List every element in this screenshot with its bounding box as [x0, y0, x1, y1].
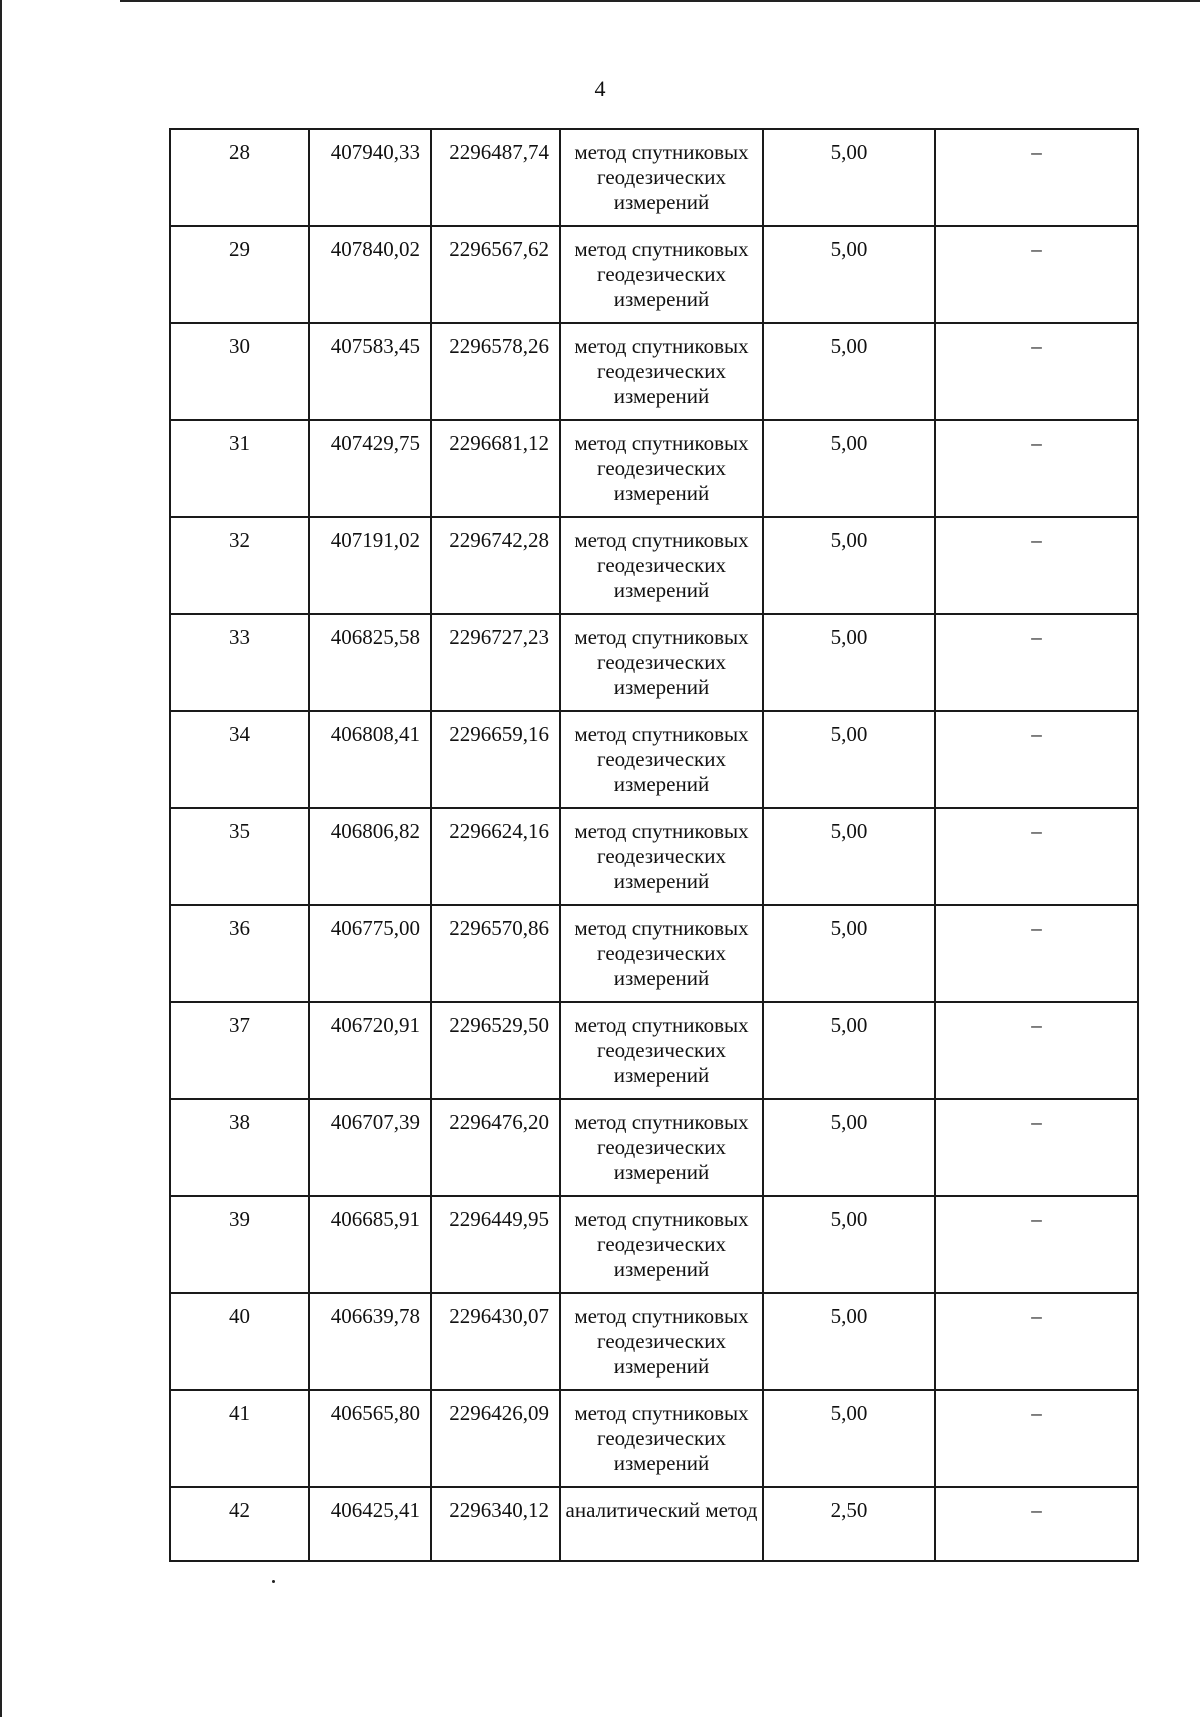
- y-coordinate-cell: 2296426,09: [431, 1390, 560, 1487]
- table-row: [170, 323, 1138, 420]
- y-coordinate-cell: 2296487,74: [431, 129, 560, 226]
- x-coordinate-cell: 407429,75: [309, 420, 431, 517]
- method-cell: метод спутниковых геодезических измерений: [560, 1293, 763, 1390]
- method-cell: метод спутниковых геодезических измерений: [560, 1099, 763, 1196]
- table-row: [170, 1293, 1138, 1390]
- table-row: [170, 517, 1138, 614]
- description-cell: –: [935, 808, 1138, 905]
- point-number-cell: 28: [170, 129, 309, 226]
- point-number-cell: 32: [170, 517, 309, 614]
- description-cell: –: [935, 1390, 1138, 1487]
- accuracy-cell: 5,00: [763, 1196, 935, 1293]
- table-row: [170, 711, 1138, 808]
- accuracy-cell: 5,00: [763, 420, 935, 517]
- point-number-cell: 36: [170, 905, 309, 1002]
- method-cell: метод спутниковых геодезических измерений: [560, 323, 763, 420]
- y-coordinate-cell: 2296570,86: [431, 905, 560, 1002]
- x-coordinate-cell: 406775,00: [309, 905, 431, 1002]
- x-coordinate-cell: 406565,80: [309, 1390, 431, 1487]
- y-coordinate-cell: 2296567,62: [431, 226, 560, 323]
- accuracy-cell: 5,00: [763, 905, 935, 1002]
- y-coordinate-cell: 2296340,12: [431, 1487, 560, 1561]
- accuracy-cell: 5,00: [763, 517, 935, 614]
- accuracy-cell: 5,00: [763, 808, 935, 905]
- x-coordinate-cell: 406806,82: [309, 808, 431, 905]
- y-coordinate-cell: 2296578,26: [431, 323, 560, 420]
- point-number-cell: 29: [170, 226, 309, 323]
- accuracy-cell: 2,50: [763, 1487, 935, 1561]
- description-cell: –: [935, 226, 1138, 323]
- scan-artifact-dot: [272, 1580, 275, 1583]
- y-coordinate-cell: 2296742,28: [431, 517, 560, 614]
- x-coordinate-cell: 406808,41: [309, 711, 431, 808]
- description-cell: –: [935, 1196, 1138, 1293]
- x-coordinate-cell: 407191,02: [309, 517, 431, 614]
- y-coordinate-cell: 2296476,20: [431, 1099, 560, 1196]
- point-number-cell: 41: [170, 1390, 309, 1487]
- table-row: [170, 808, 1138, 905]
- table-row: [170, 614, 1138, 711]
- method-cell: метод спутниковых геодезических измерений: [560, 517, 763, 614]
- method-cell: аналитический метод: [560, 1487, 763, 1561]
- point-number-cell: 34: [170, 711, 309, 808]
- table-row: [170, 1002, 1138, 1099]
- method-cell: метод спутниковых геодезических измерений: [560, 129, 763, 226]
- point-number-cell: 33: [170, 614, 309, 711]
- table-row: [170, 226, 1138, 323]
- coordinates-table-body: [170, 129, 1138, 1561]
- scan-edge-left: [0, 0, 2, 1717]
- point-number-cell: 31: [170, 420, 309, 517]
- scan-edge-top: [120, 0, 1200, 2]
- description-cell: –: [935, 905, 1138, 1002]
- coordinates-table: [169, 128, 1139, 1562]
- method-cell: метод спутниковых геодезических измерений: [560, 420, 763, 517]
- method-cell: метод спутниковых геодезических измерений: [560, 226, 763, 323]
- description-cell: –: [935, 1487, 1138, 1561]
- y-coordinate-cell: 2296681,12: [431, 420, 560, 517]
- x-coordinate-cell: 406720,91: [309, 1002, 431, 1099]
- x-coordinate-cell: 406639,78: [309, 1293, 431, 1390]
- point-number-cell: 35: [170, 808, 309, 905]
- table-row: [170, 1196, 1138, 1293]
- y-coordinate-cell: 2296659,16: [431, 711, 560, 808]
- x-coordinate-cell: 406707,39: [309, 1099, 431, 1196]
- table-row: [170, 905, 1138, 1002]
- method-cell: метод спутниковых геодезических измерений: [560, 808, 763, 905]
- method-cell: метод спутниковых геодезических измерений: [560, 905, 763, 1002]
- x-coordinate-cell: 407583,45: [309, 323, 431, 420]
- accuracy-cell: 5,00: [763, 226, 935, 323]
- accuracy-cell: 5,00: [763, 129, 935, 226]
- accuracy-cell: 5,00: [763, 1002, 935, 1099]
- method-cell: метод спутниковых геодезических измерений: [560, 1196, 763, 1293]
- point-number-cell: 38: [170, 1099, 309, 1196]
- x-coordinate-cell: 407840,02: [309, 226, 431, 323]
- x-coordinate-cell: 407940,33: [309, 129, 431, 226]
- method-cell: метод спутниковых геодезических измерений: [560, 1390, 763, 1487]
- y-coordinate-cell: 2296727,23: [431, 614, 560, 711]
- description-cell: –: [935, 517, 1138, 614]
- description-cell: –: [935, 1293, 1138, 1390]
- accuracy-cell: 5,00: [763, 1390, 935, 1487]
- x-coordinate-cell: 406685,91: [309, 1196, 431, 1293]
- description-cell: –: [935, 420, 1138, 517]
- table-row: [170, 420, 1138, 517]
- y-coordinate-cell: 2296430,07: [431, 1293, 560, 1390]
- method-cell: метод спутниковых геодезических измерений: [560, 614, 763, 711]
- table-row: [170, 129, 1138, 226]
- x-coordinate-cell: 406825,58: [309, 614, 431, 711]
- point-number-cell: 30: [170, 323, 309, 420]
- y-coordinate-cell: 2296624,16: [431, 808, 560, 905]
- description-cell: –: [935, 614, 1138, 711]
- point-number-cell: 42: [170, 1487, 309, 1561]
- description-cell: –: [935, 129, 1138, 226]
- table-row: [170, 1390, 1138, 1487]
- y-coordinate-cell: 2296449,95: [431, 1196, 560, 1293]
- point-number-cell: 37: [170, 1002, 309, 1099]
- point-number-cell: 40: [170, 1293, 309, 1390]
- table-row: [170, 1487, 1138, 1561]
- accuracy-cell: 5,00: [763, 323, 935, 420]
- method-cell: метод спутниковых геодезических измерений: [560, 1002, 763, 1099]
- accuracy-cell: 5,00: [763, 614, 935, 711]
- page-number: 4: [594, 76, 606, 101]
- x-coordinate-cell: 406425,41: [309, 1487, 431, 1561]
- accuracy-cell: 5,00: [763, 1293, 935, 1390]
- table-row: [170, 1099, 1138, 1196]
- method-cell: метод спутниковых геодезических измерений: [560, 711, 763, 808]
- description-cell: –: [935, 1099, 1138, 1196]
- description-cell: –: [935, 323, 1138, 420]
- accuracy-cell: 5,00: [763, 711, 935, 808]
- description-cell: –: [935, 711, 1138, 808]
- point-number-cell: 39: [170, 1196, 309, 1293]
- description-cell: –: [935, 1002, 1138, 1099]
- y-coordinate-cell: 2296529,50: [431, 1002, 560, 1099]
- accuracy-cell: 5,00: [763, 1099, 935, 1196]
